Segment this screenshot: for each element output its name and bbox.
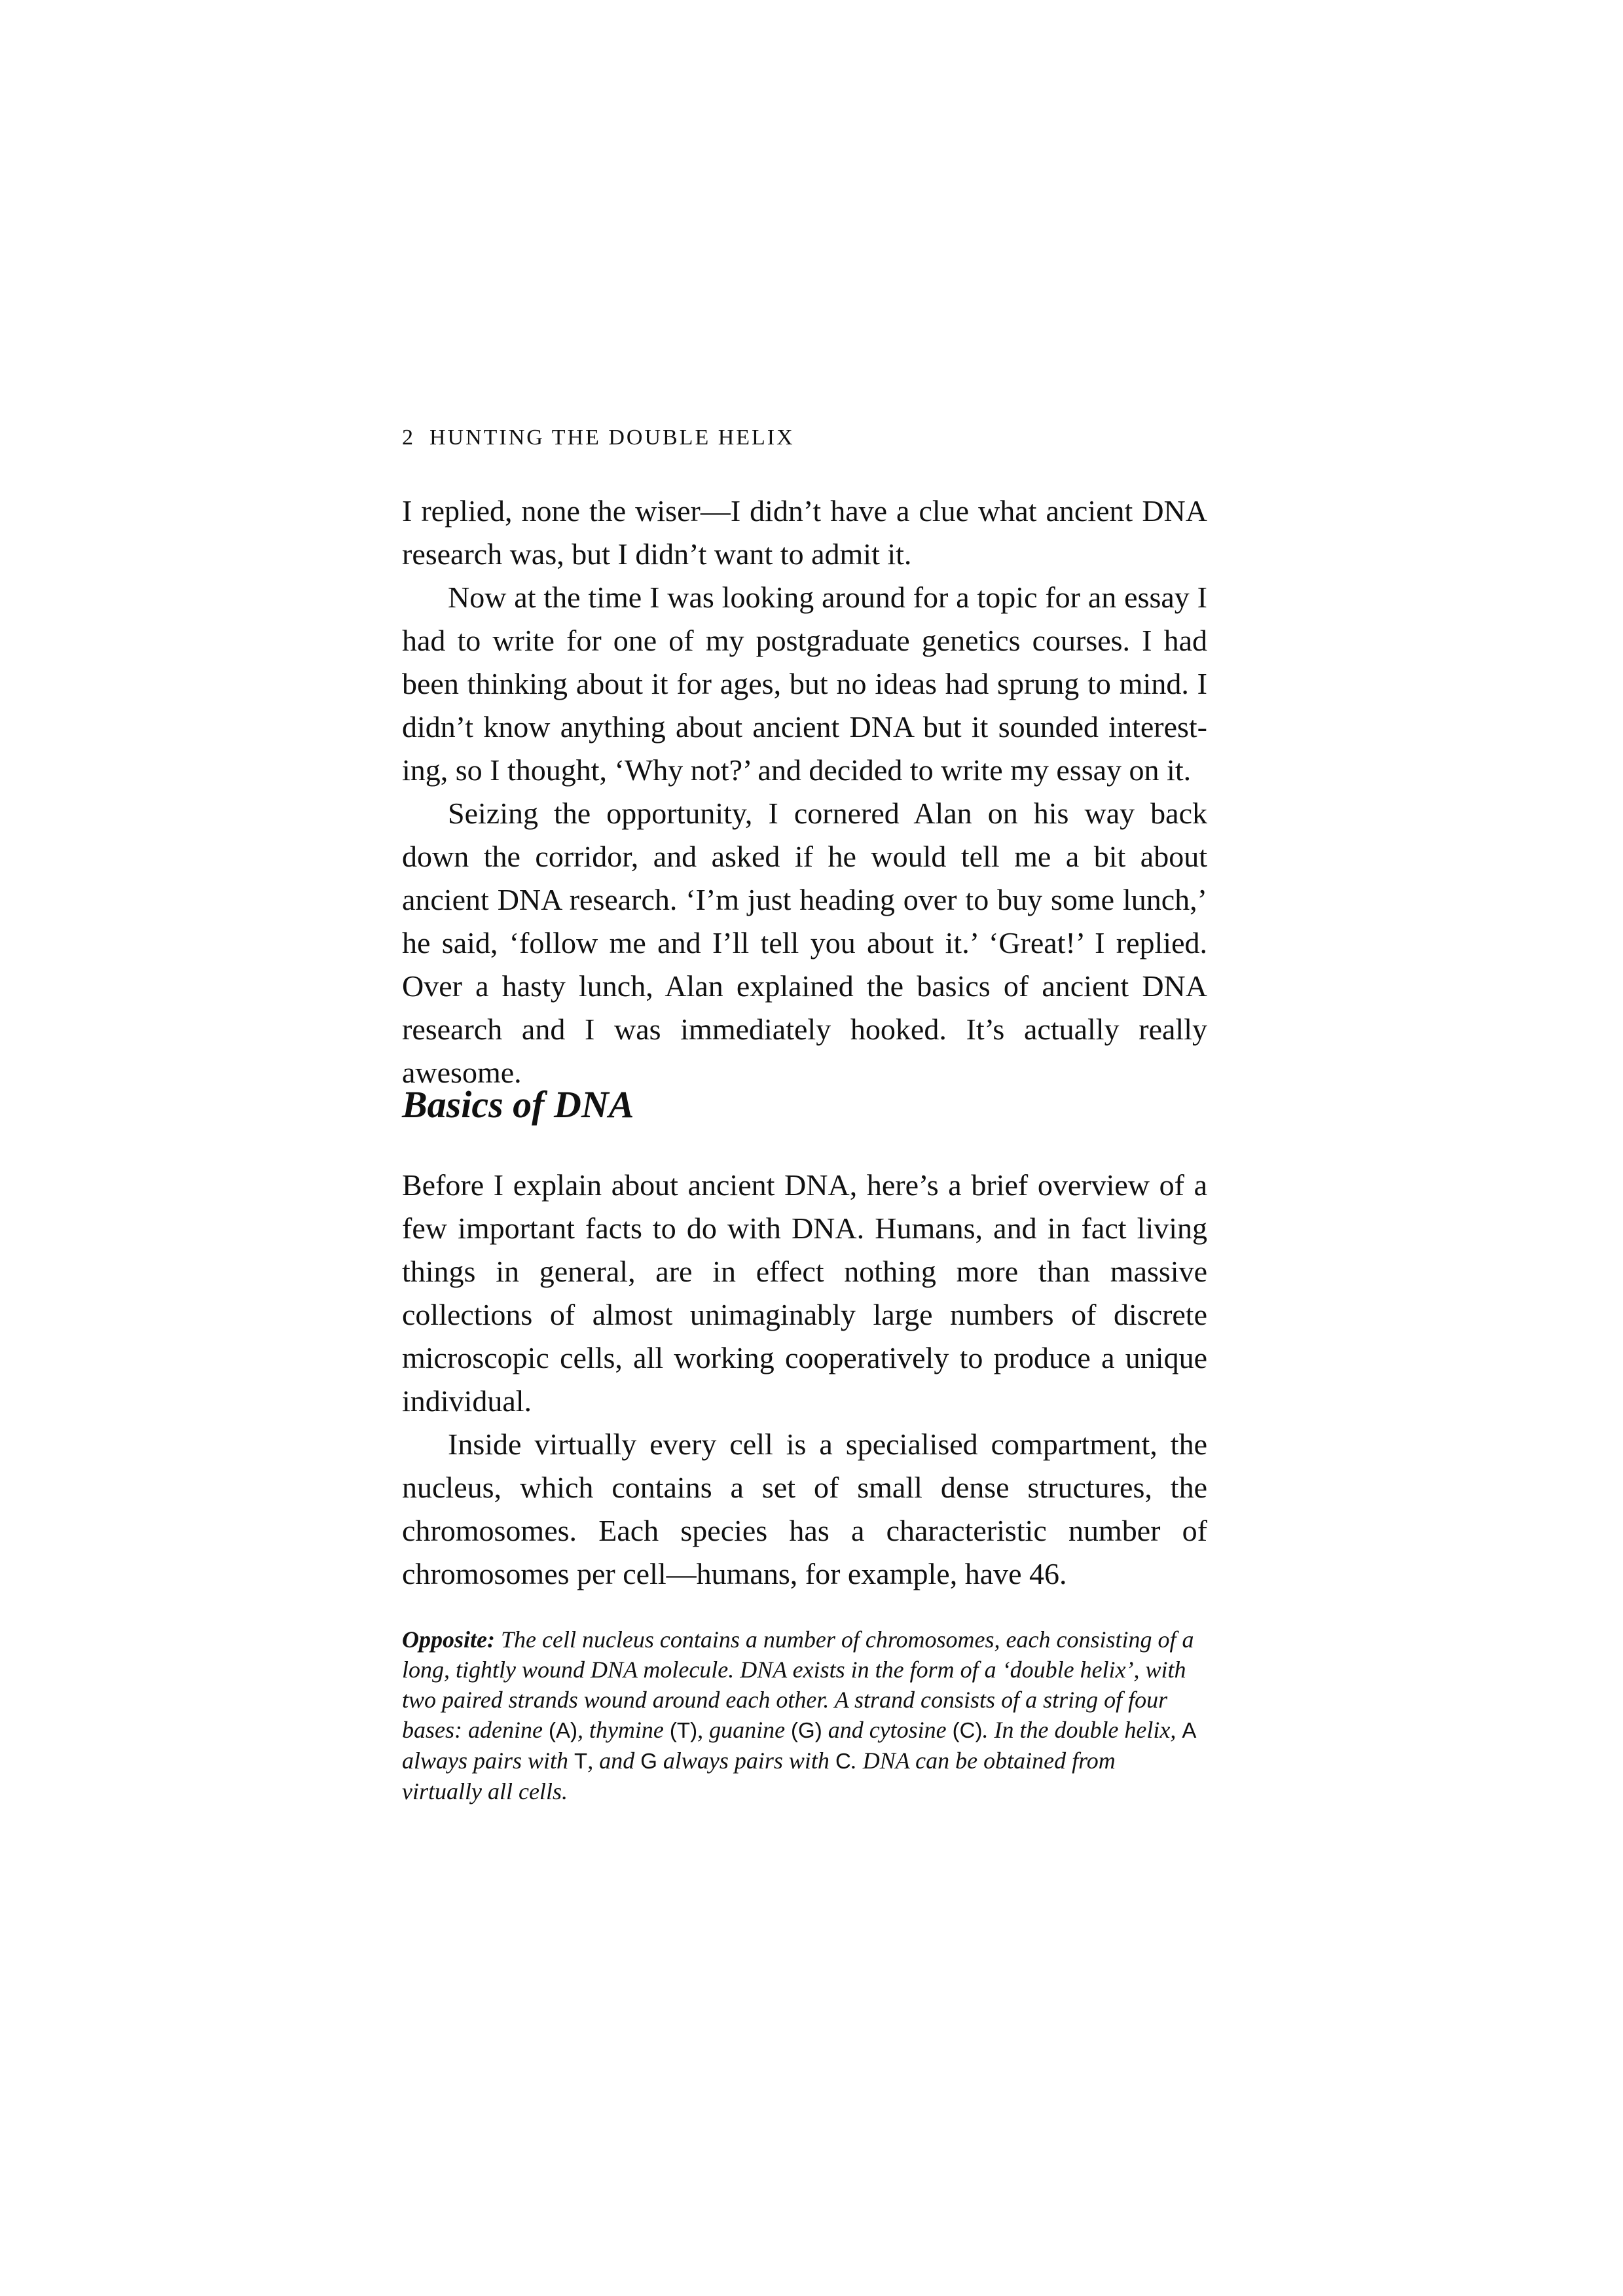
body-paragraph-3: Seizing the opportunity, I cornered Alan on his way back down the corridor, and asked if he would tell me a bit about ancient DNA research. ‘I’m just heading over to buy some lunch,’ he said, ‘follow me and I’ll tell you about it.’ ‘Great!’ I replied. Over a hasty lunch, Alan explained the basics of ancient DNA research and I was immediately hooked. It’s actually really awesome.	[402, 797, 1207, 1089]
running-head-title: HUNTING THE DOUBLE HELIX	[429, 425, 795, 450]
running-head	[402, 423, 1207, 453]
caption-letter-a: A	[1182, 1718, 1197, 1742]
caption-base-c: (C)	[952, 1718, 983, 1742]
caption-text-9: . DNA can be obtained from virtually all cells.	[402, 1748, 1116, 1804]
caption-text-7: , and	[587, 1748, 641, 1774]
caption-text-1: The cell nucleus contains a number of chromosomes, each consisting of a long, tightly wound DNA molecule. DNA exists in the form of a ‘double helix’, with two paired strands wound around each other. A strand consists of a string of four bases: adenine	[402, 1626, 1194, 1743]
caption-text-3: , guanine	[697, 1717, 792, 1743]
caption-base-t: (T)	[669, 1718, 698, 1742]
caption-letter-t: T	[574, 1749, 588, 1773]
caption-text-2: , thymine	[577, 1717, 670, 1743]
page-number: 2	[402, 425, 415, 450]
section-paragraph-1: Before I explain about ancient DNA, here’s a brief overview of a few important facts to do with DNA. Humans, and in fact living things in general, are in effect nothing more than massive collections of almost unimaginably large numbers of discrete microscopic cells, all working cooperatively to produce a unique individual.	[402, 1168, 1207, 1418]
caption-text-8: always pairs with	[657, 1748, 835, 1774]
body-paragraph-2: Now at the time I was looking around for a topic for an essay I had to write for one of my postgraduate genetics courses. I had been thinking about it for ages, but no ideas had sprung to mind. I didn’t know anything about ancient DNA but it sounded interesting, so I thought, ‘Why not?’ and decided to write my essay on it.	[402, 581, 1207, 787]
body-paragraph-1: I replied, none the wiser—I didn’t have a clue what ancient DNA research was, but I didn’t want to admit it.	[402, 494, 1207, 571]
caption-text-5: . In the double helix,	[982, 1717, 1182, 1743]
caption-label: Opposite:	[402, 1626, 495, 1653]
section-text	[402, 1164, 1207, 1596]
caption-letter-g: G	[640, 1749, 657, 1773]
caption-letter-c: C	[835, 1749, 851, 1773]
caption-base-g: (G)	[791, 1718, 822, 1742]
caption-text-4: and cytosine	[822, 1717, 953, 1743]
section-paragraph-2: Inside virtually every cell is a specialised compartment, the nucleus, which contains a set of small dense structures, the chromosomes. Each species has a characteristic number of chromosomes per cell—humans, for example, have 46.	[402, 1427, 1207, 1590]
section-heading: Basics of DNA	[402, 1083, 634, 1126]
caption-text-6: always pairs with	[402, 1748, 575, 1774]
body-text	[402, 490, 1207, 1094]
figure-caption	[402, 1624, 1201, 1806]
caption-base-a: (A)	[548, 1718, 577, 1742]
